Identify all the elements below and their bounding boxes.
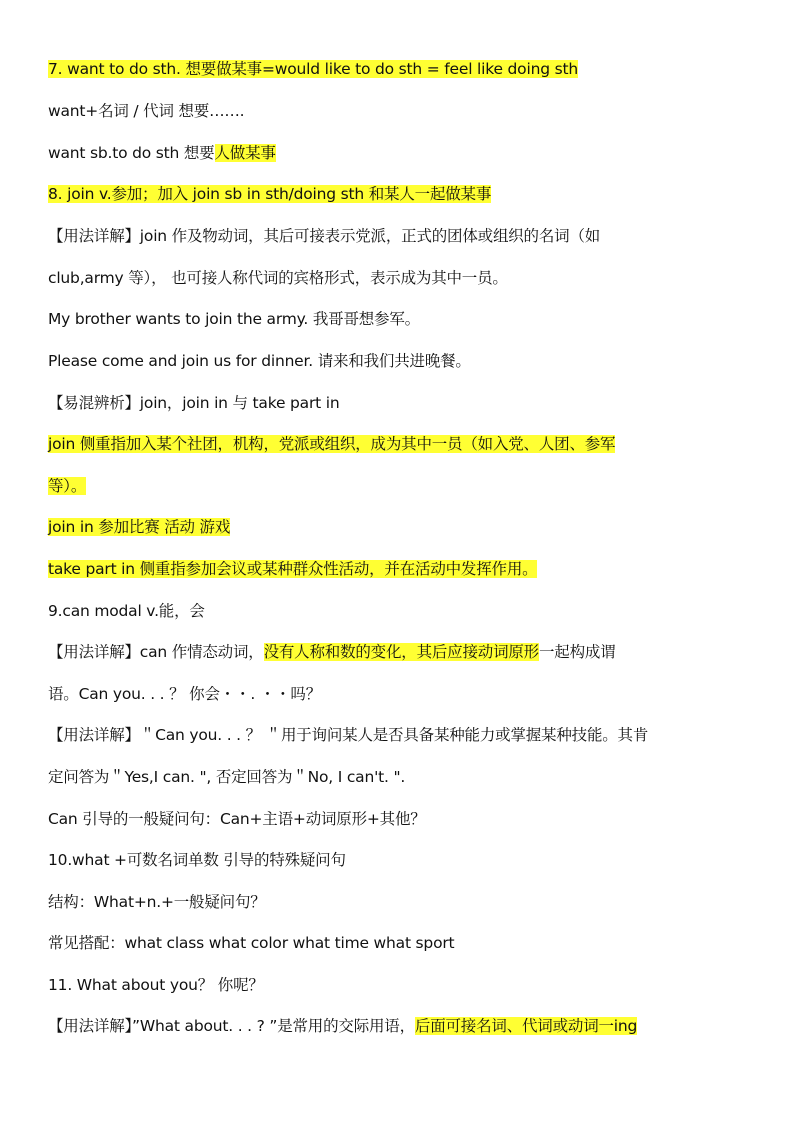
text-segment: club,army 等）， 也可接人称代词的宾格形式，表示成为其中一员。 [48, 269, 508, 287]
text-segment: 【用法详解】＂Can you. . . ？ ＂用于询问某人是否具备某种能力或掌握某种技能。其肯 [48, 726, 649, 744]
highlighted-text: take part in 侧重指参加会议或某种群众性活动，并在活动中发挥作用。 [48, 560, 538, 578]
example-sentence [48, 350, 758, 372]
text-line [48, 724, 758, 746]
text-line [48, 142, 758, 164]
text-segment: want sb.to do sth 想要 [48, 144, 215, 162]
line-9-heading [48, 600, 758, 622]
text-line [48, 1015, 758, 1037]
text-segment: 【用法详解】join 作及物动词，其后可接表示党派，正式的团体或组织的名词（如 [48, 227, 601, 245]
text-segment: 9.can modal v.能，会 [48, 602, 205, 620]
text-segment: Can 引导的一般疑问句：Can+主语+动词原形+其他？ [48, 810, 426, 828]
text-line [48, 891, 758, 913]
text-segment: 【易混辨析】join，join in 与 take part in [48, 394, 340, 412]
line-8-heading [48, 183, 758, 205]
line-11-heading [48, 974, 758, 996]
text-segment: 常见搭配：what class what color what time what sport [48, 934, 455, 952]
text-line [48, 766, 758, 788]
text-segment: want+名词 / 代词 想要……. [48, 102, 245, 120]
highlighted-text: 没有人称和数的变化，其后应接动词原形 [263, 643, 539, 661]
text-segment: 10.what +可数名词单数 引导的特殊疑问句 [48, 851, 346, 869]
text-line [48, 267, 758, 289]
highlighted-text: 等）。 [48, 477, 87, 495]
line-10-heading [48, 849, 758, 871]
text-segment: 11. What about you？ 你呢？ [48, 976, 264, 994]
text-segment: 定问答为＂Yes,I can. ", 否定回答为＂No, I can't. ". [48, 768, 406, 786]
highlighted-text: 7. want to do sth. 想要做某事=would like to do sth = feel like doing sth [48, 60, 578, 78]
text-line [48, 100, 758, 122]
text-line [48, 225, 758, 247]
text-segment: My brother wants to join the army. 我哥哥想参军。 [48, 310, 420, 328]
text-line [48, 558, 758, 580]
text-segment: 【用法详解】”What about. . . ? ”是常用的交际用语， [48, 1017, 415, 1035]
example-sentence [48, 308, 758, 330]
text-line [48, 392, 758, 414]
text-line [48, 475, 758, 497]
text-segment: 语。Can you. . . ？ 你会・・. ・・吗？ [48, 685, 321, 703]
text-segment: 结构：What+n.+一般疑问句？ [48, 893, 266, 911]
text-line [48, 433, 758, 455]
highlighted-text: 后面可接名词、代词或动词一ing [414, 1017, 638, 1035]
text-line [48, 683, 758, 705]
text-line [48, 641, 758, 663]
text-line [48, 516, 758, 538]
highlighted-text: 人做某事 [214, 144, 276, 162]
line-7-heading [48, 58, 758, 80]
highlighted-text: 8. join v.参加；加入 join sb in sth/doing sth 和某人一起做某事 [48, 185, 492, 203]
text-segment: 【用法详解】can 作情态动词， [48, 643, 264, 661]
text-segment: Please come and join us for dinner. 请来和我们共进晚餐。 [48, 352, 471, 370]
text-line [48, 808, 758, 830]
highlighted-text: join 侧重指加入某个社团，机构，党派或组织，成为其中一员（如入党、人团、参军 [48, 435, 616, 453]
text-line [48, 932, 758, 954]
text-segment: 一起构成谓 [538, 643, 616, 661]
highlighted-text: join in 参加比赛 活动 游戏 [48, 518, 231, 536]
